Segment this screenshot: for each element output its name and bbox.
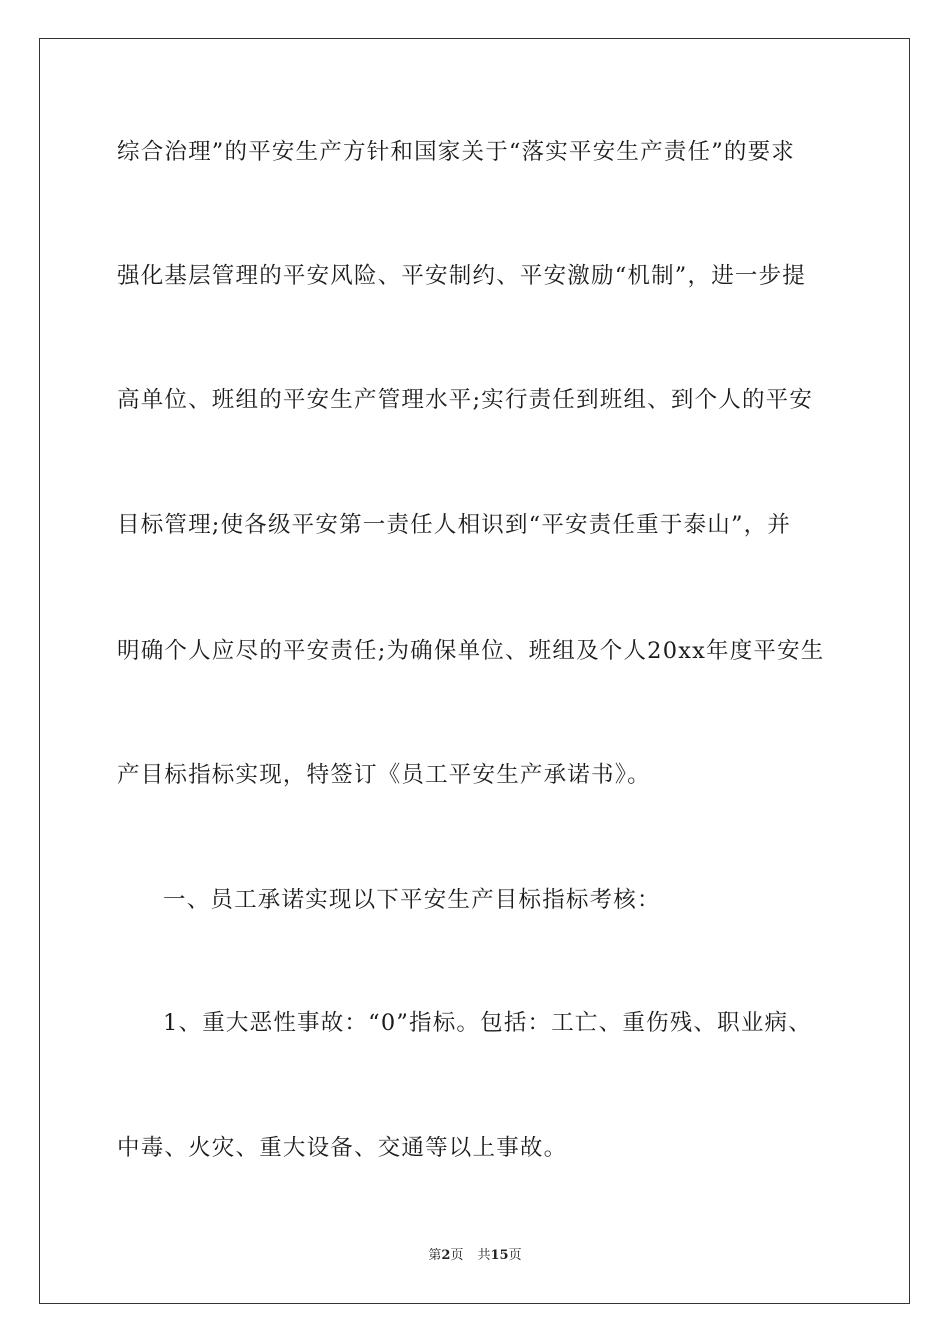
paragraph-line: 综合治理”的平安生产方针和国家关于“落实平安生产责任”的要求	[117, 139, 796, 165]
list-item-line: 中毒、火灾、重大设备、交通等以上事故。	[117, 1135, 568, 1161]
page-unit: 页	[450, 1248, 464, 1263]
section-heading: 一、员工承诺实现以下平安生产目标指标考核：	[163, 887, 661, 913]
paragraph-line: 强化基层管理的平安风险、平安制约、平安激励“机制”，进一步提	[117, 263, 807, 289]
page-border	[39, 38, 910, 1304]
paragraph-line: 高单位、班组的平安生产管理水平;实行责任到班组、到个人的平安	[117, 387, 814, 413]
paragraph-line: 产目标指标实现，特签订《员工平安生产承诺书》。	[117, 762, 651, 788]
total-unit: 页	[508, 1248, 522, 1263]
paragraph-line: 目标管理;使各级平安第一责任人相识到“平安责任重于泰山”，并	[117, 512, 792, 538]
page-current: 2	[441, 1248, 451, 1263]
paragraph-line: 明确个人应尽的平安责任;为确保单位、班组及个人20xx年度平安生	[117, 638, 825, 664]
page-total: 15	[490, 1248, 509, 1263]
total-prefix: 共	[477, 1248, 491, 1263]
list-item-line: 1、重大恶性事故：“0”指标。包括：工亡、重伤残、职业病、	[163, 1010, 812, 1036]
page-prefix: 第	[428, 1248, 442, 1263]
page-footer	[0, 1247, 950, 1265]
